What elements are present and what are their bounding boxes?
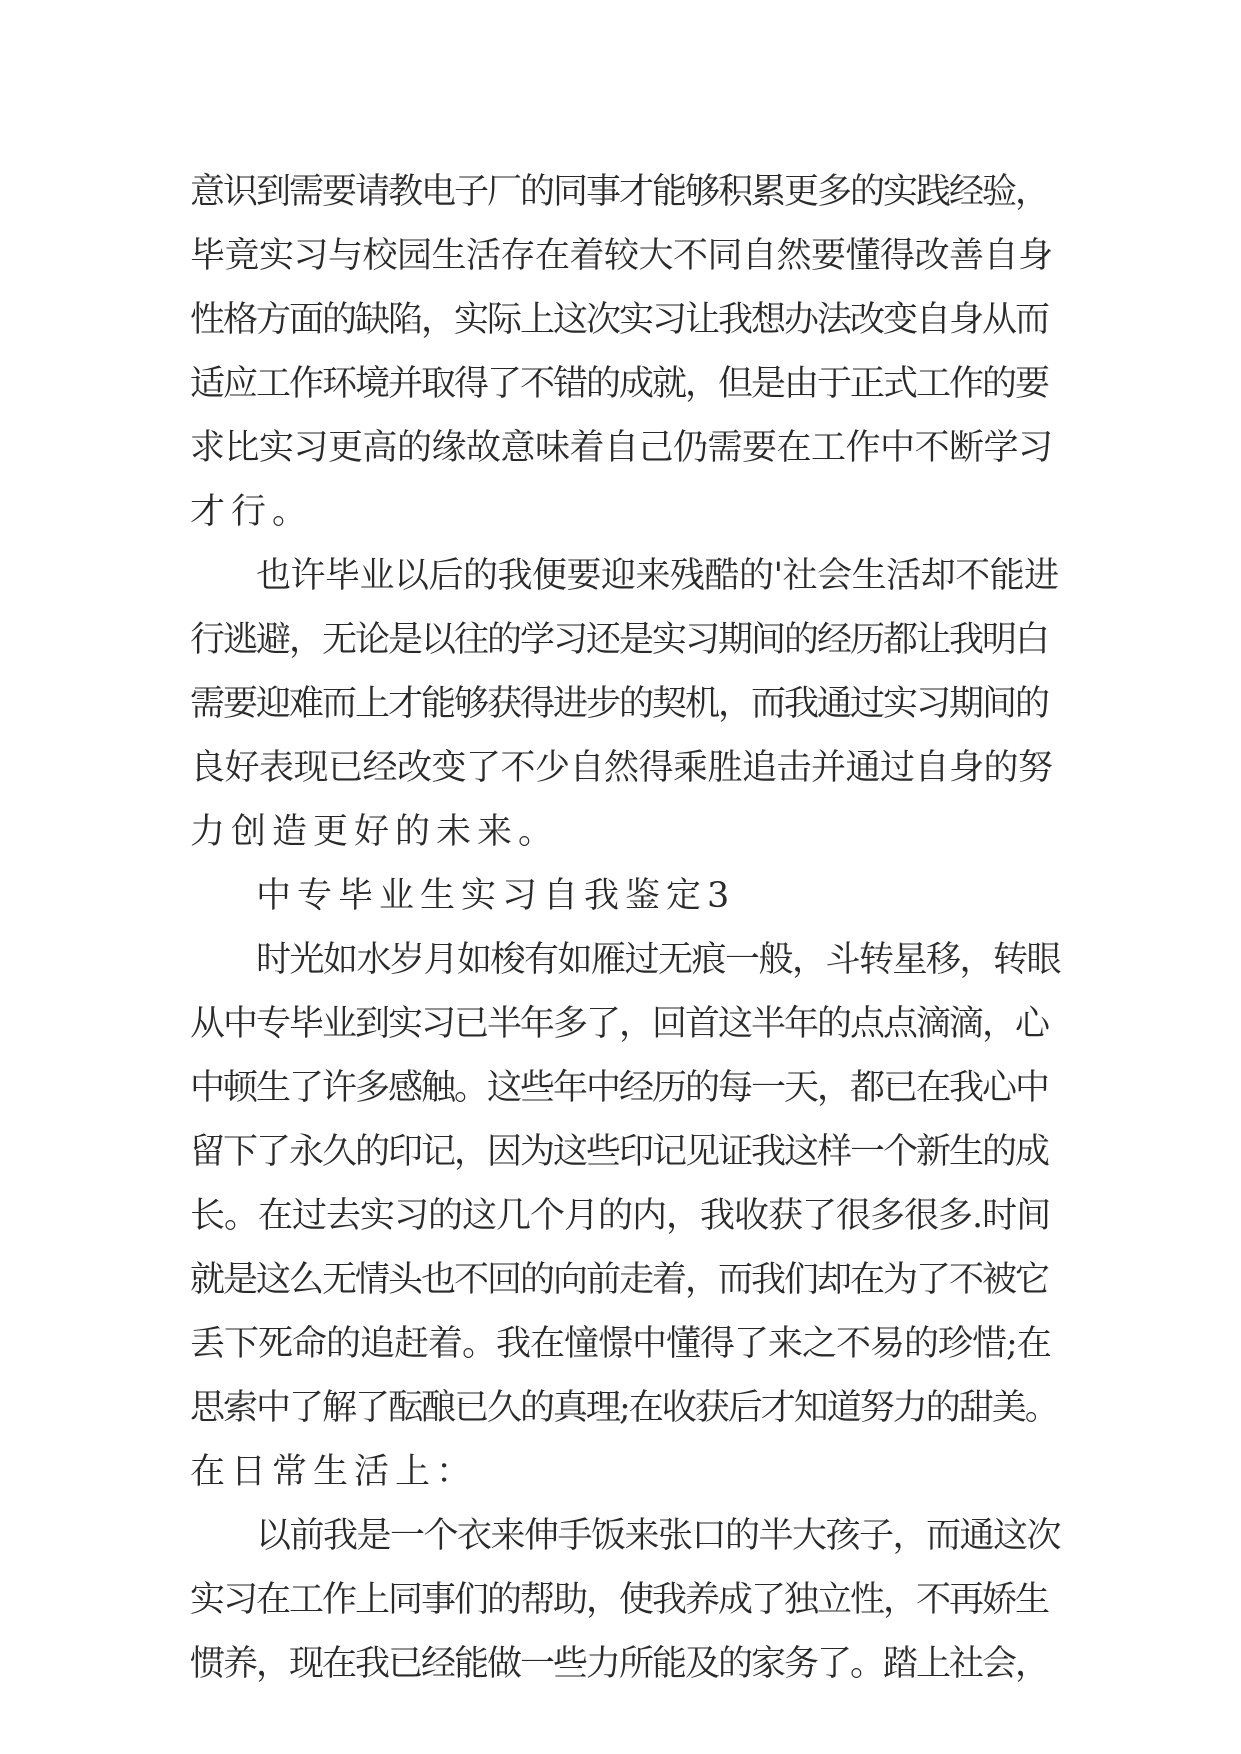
text-line: 需要迎难而上才能够获得进步的契机，而我通过实习期间的 <box>190 684 1049 724</box>
text-line: 良好表现已经改变了不少自然得乘胜追击并通过自身的努 <box>190 748 1053 788</box>
document-body <box>190 160 1060 1696</box>
text-line: 思索中了解了酝酿已久的真理;在收获后才知道努力的甜美。 <box>190 1388 1058 1428</box>
text-line: 才行。 <box>190 492 314 532</box>
text-line: 留下了永久的印记，因为这些印记见证我这样一个新生的成 <box>190 1132 1049 1172</box>
text-line: 就是这么无情头也不回的向前走着，而我们却在为了不被它 <box>190 1260 1049 1300</box>
text-line: 长。在过去实习的这几个月的内，我收获了很多很多.时间 <box>190 1196 1051 1236</box>
text-line: 中专毕业生实习自我鉴定3 <box>256 876 736 916</box>
text-line: 实习在工作上同事们的帮助，使我养成了独立性，不再娇生 <box>190 1580 1049 1620</box>
text-line: 适应工作环境并取得了不错的成就，但是由于正式工作的要 <box>190 364 1049 404</box>
text-line: 惯养，现在我已经能做一些力所能及的家务了。踏上社会， <box>190 1644 1049 1684</box>
text-line: 中顿生了许多感触。这些年中经历的每一天，都已在我心中 <box>190 1068 1049 1108</box>
text-line: 力创造更好的未来。 <box>190 812 560 852</box>
text-line: 行逃避，无论是以往的学习还是实习期间的经历都让我明白 <box>190 620 1049 660</box>
text-line: 从中专毕业到实习已半年多了，回首这半年的点点滴滴，心 <box>190 1004 1049 1044</box>
text-line: 意识到需要请教电子厂的同事才能够积累更多的实践经验， <box>190 172 1049 212</box>
text-line: 时光如水岁月如梭有如雁过无痕一般，斗转星移，转眼 <box>256 940 1061 980</box>
text-line: 丢下死命的追赶着。我在憧憬中懂得了来之不易的珍惜;在 <box>190 1324 1051 1364</box>
text-line: 以前我是一个衣来伸手饭来张口的半大孩子，而通这次 <box>256 1516 1061 1556</box>
text-line: 求比实习更高的缘故意味着自己仍需要在工作中不断学习 <box>190 428 1053 468</box>
text-line: 在日常生活上： <box>190 1452 478 1492</box>
text-line: 也许毕业以后的我便要迎来残酷的'社会生活却不能进 <box>256 556 1059 596</box>
text-line: 性格方面的缺陷，实际上这次实习让我想办法改变自身从而 <box>190 300 1049 340</box>
text-line: 毕竟实习与校园生活存在着较大不同自然要懂得改善自身 <box>190 236 1053 276</box>
